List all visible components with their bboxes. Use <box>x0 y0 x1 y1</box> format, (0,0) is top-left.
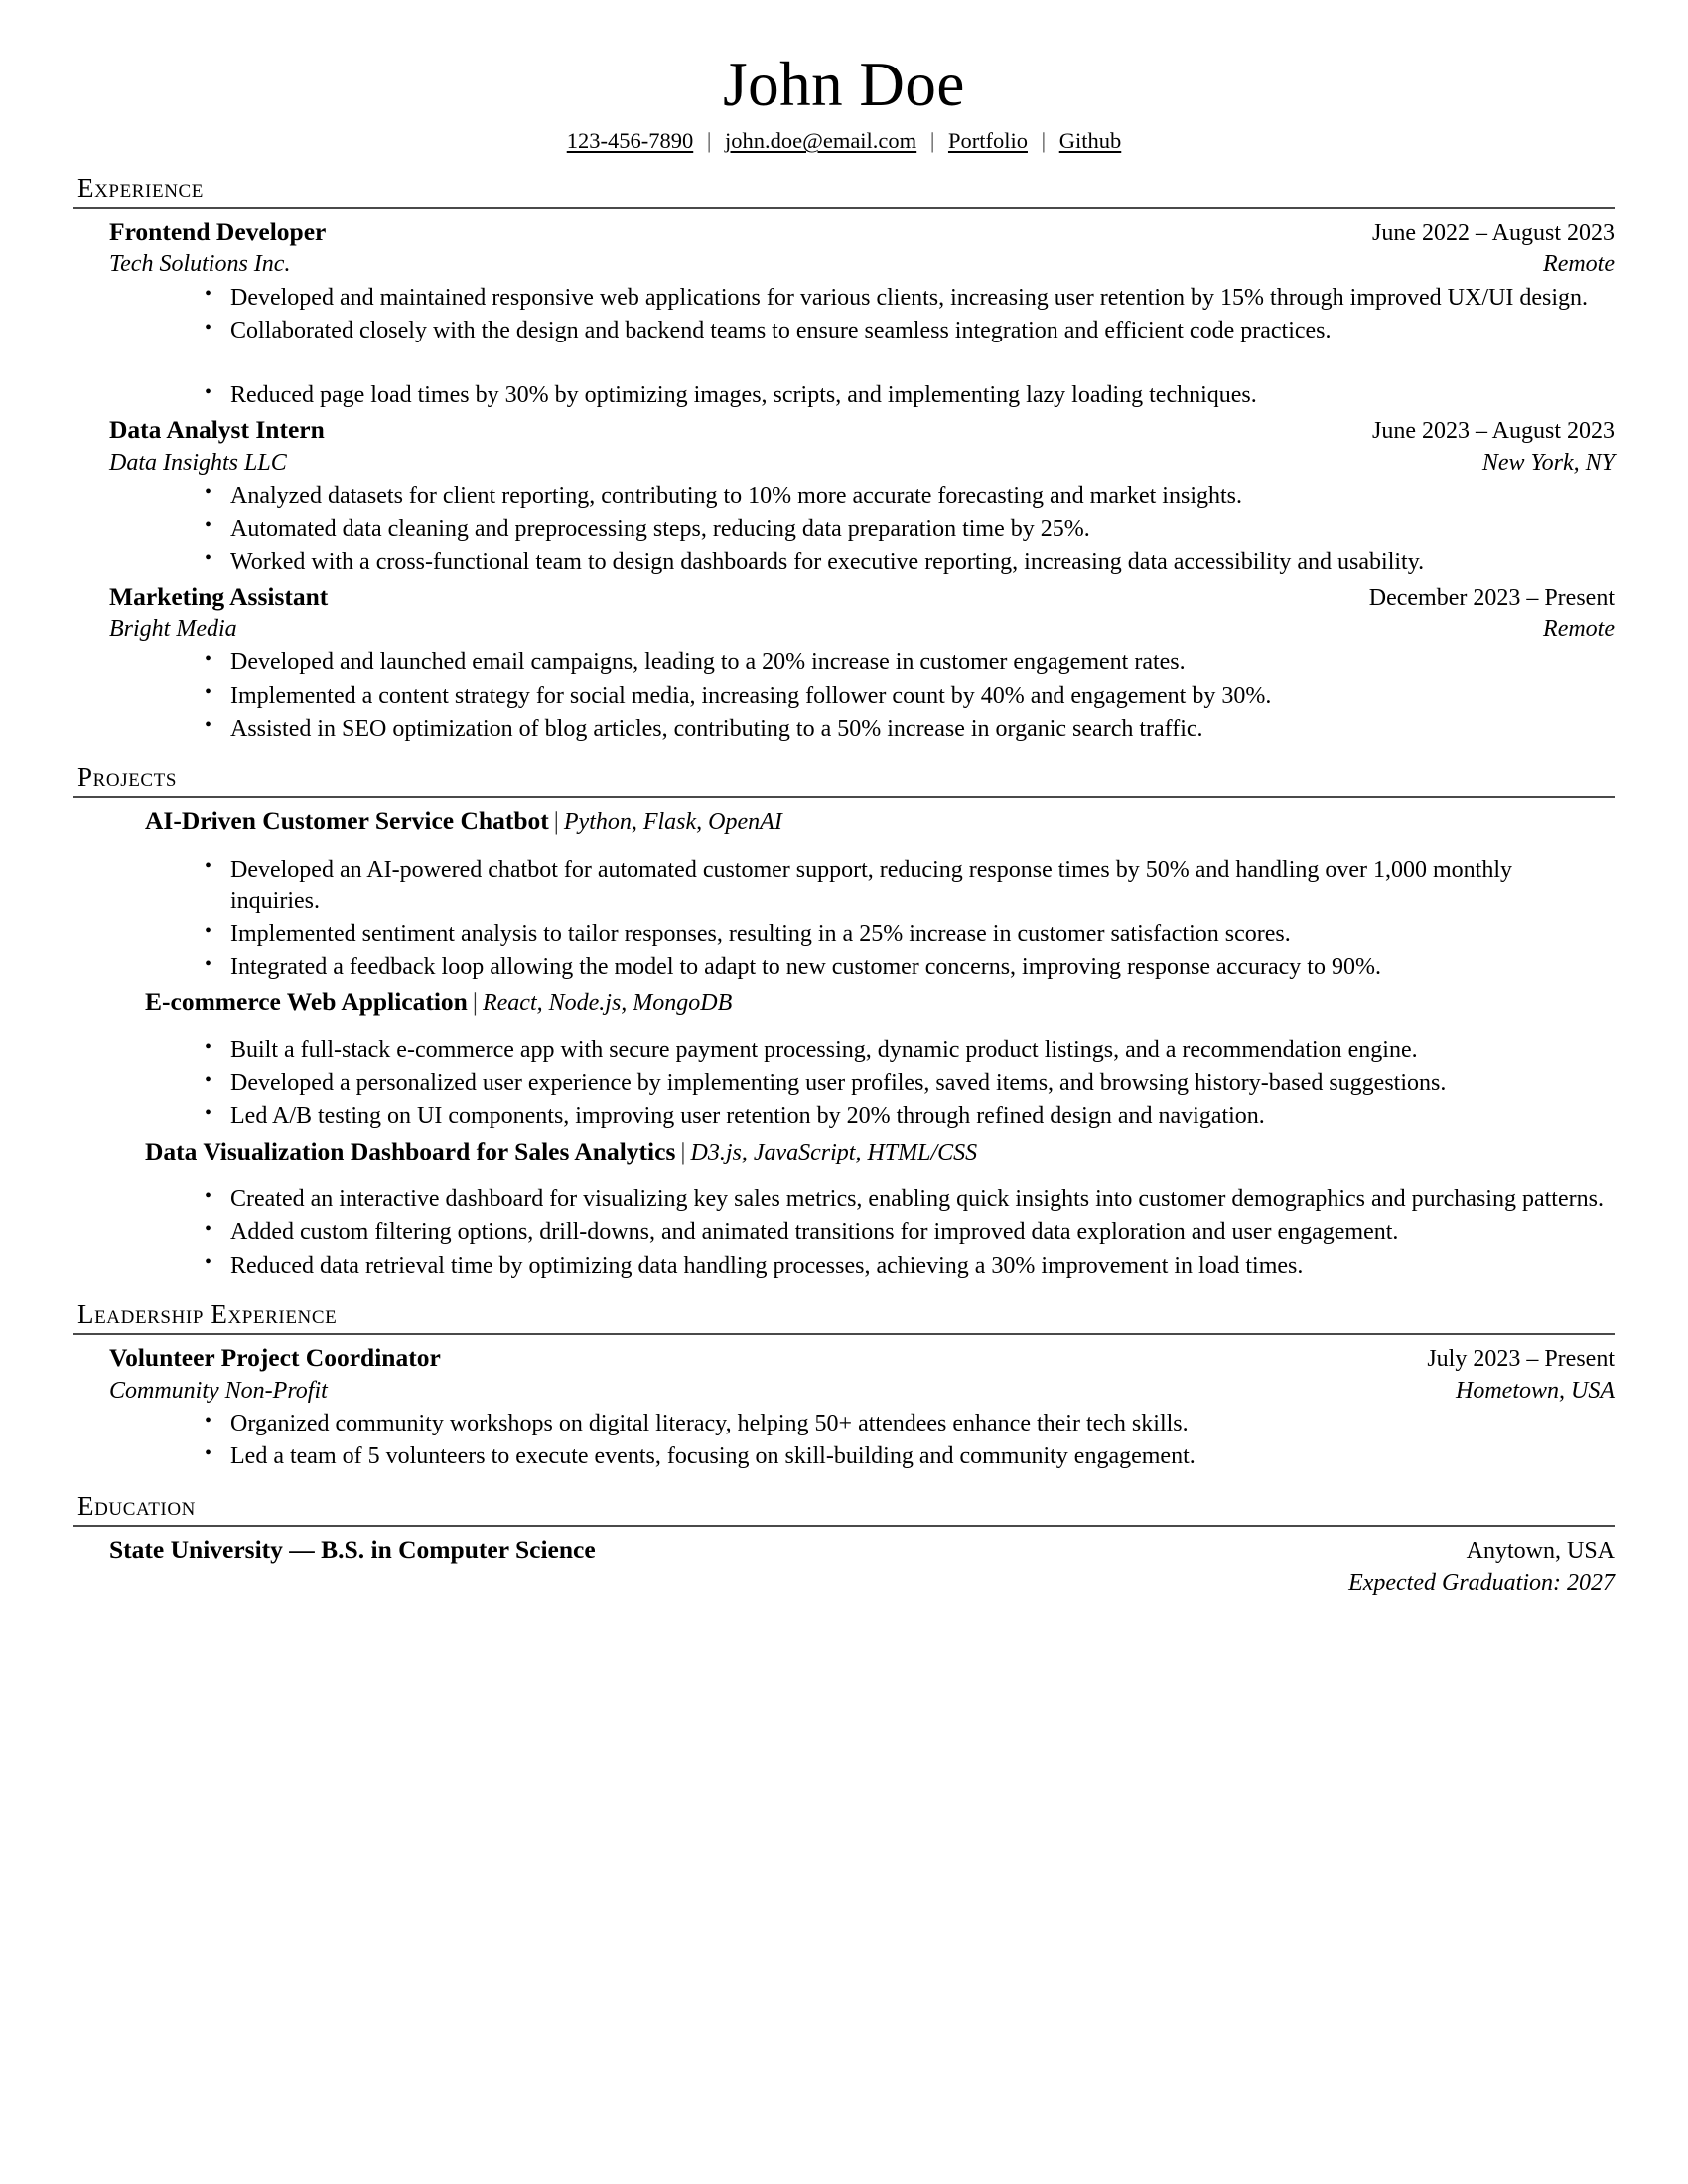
project-title: Data Visualization Dashboard for Sales Analytics <box>145 1136 676 1165</box>
job-location: Remote <box>1543 615 1615 642</box>
project-separator: | <box>472 987 478 1017</box>
contact-separator: | <box>929 128 935 154</box>
list-item: • Worked with a cross-functional team to design dashboards for executive reporting, increasing data accessibility and usability. <box>205 546 1615 578</box>
entry-subheader-row <box>109 249 1615 281</box>
section-heading-experience: Experience <box>77 173 204 204</box>
entry-header-row <box>109 580 1615 614</box>
entry-subheader-row <box>109 1376 1615 1408</box>
list-item: • Built a full-stack e-commerce app with secure payment processing, dynamic product listings, and a recommendation engine. <box>205 1034 1615 1066</box>
section-heading-education: Education <box>77 1490 196 1521</box>
project-separator: | <box>680 1136 686 1165</box>
list-item: • Developed an AI-powered chatbot for automated customer support, reducing response times by 50% and handling over 1,000 monthly inquiries. <box>205 854 1615 917</box>
github-link[interactable]: Github <box>1058 128 1122 154</box>
project-tech-stack: Python, Flask, OpenAI <box>563 809 782 836</box>
entry-subheader-row <box>109 614 1615 646</box>
job-title: Marketing Assistant <box>109 582 329 612</box>
education-entries <box>73 1527 1615 1599</box>
experience-entry <box>73 413 1615 578</box>
graduation-detail: Expected Graduation: 2027 <box>1348 1570 1615 1596</box>
entry-subheader-row <box>109 448 1615 479</box>
list-item: • Led a team of 5 volunteers to execute events, focusing on skill-building and community engagement. <box>205 1440 1615 1472</box>
project-entry <box>73 985 1615 1132</box>
entry-header-row <box>109 215 1615 250</box>
list-item: • Assisted in SEO optimization of blog articles, contributing to a 50% increase in organic search traffic. <box>205 713 1615 745</box>
project-entry <box>73 804 1615 983</box>
job-title: Data Analyst Intern <box>109 415 325 445</box>
leadership-bullet-list <box>109 1408 1615 1472</box>
contact-separator: | <box>1041 128 1047 154</box>
list-item: • Developed and launched email campaigns, leading to a 20% increase in customer engagement rates. <box>205 646 1615 678</box>
project-title: AI-Driven Customer Service Chatbot <box>145 806 549 836</box>
page-title: John Doe <box>723 50 965 119</box>
list-item: • Integrated a feedback loop allowing the model to adapt to new customer concerns, improving response accuracy to 90%. <box>205 951 1615 983</box>
portfolio-link[interactable]: Portfolio <box>947 128 1028 154</box>
school-and-degree: State University — B.S. in Computer Science <box>109 1534 596 1564</box>
list-item: • Organized community workshops on digital literacy, helping 50+ attendees enhance their tech skills. <box>205 1408 1615 1439</box>
entry-header-row <box>109 413 1615 448</box>
list-item: • Added custom filtering options, drill-downs, and animated transitions for improved data exploration and user engagement. <box>205 1216 1615 1248</box>
role-title: Volunteer Project Coordinator <box>109 1342 441 1372</box>
leadership-entries <box>73 1335 1615 1473</box>
experience-entry <box>73 215 1615 412</box>
list-item: • Reduced page load times by 30% by optimizing images, scripts, and implementing lazy loading techniques. <box>205 379 1615 411</box>
list-item: • Led A/B testing on UI components, improving user retention by 20% through refined design and navigation. <box>205 1100 1615 1132</box>
list-item: • Automated data cleaning and preprocessing steps, reducing data preparation time by 25%. <box>205 513 1615 545</box>
section-experience <box>73 173 1615 745</box>
contact-separator: | <box>706 128 712 154</box>
entry-header-row <box>109 1341 1615 1376</box>
section-heading-projects: Projects <box>77 761 178 792</box>
list-item: • Reduced data retrieval time by optimizing data handling processes, achieving a 30% improvement in load times. <box>205 1250 1615 1282</box>
job-dates: December 2023 – Present <box>1368 585 1615 612</box>
company-name: Data Insights LLC <box>109 449 287 476</box>
section-projects <box>73 762 1615 1282</box>
phone-link[interactable]: 123-456-7890 <box>566 128 694 154</box>
section-heading-leadership: Leadership Experience <box>77 1298 338 1329</box>
company-name: Tech Solutions Inc. <box>109 251 291 278</box>
role-dates: July 2023 – Present <box>1427 1345 1615 1372</box>
section-education <box>73 1491 1615 1600</box>
project-title: E-commerce Web Application <box>145 987 468 1017</box>
job-dates: June 2023 – August 2023 <box>1371 418 1615 445</box>
school-location: Anytown, USA <box>1466 1537 1615 1564</box>
project-bullet-list <box>109 1021 1615 1132</box>
job-bullet-list <box>109 646 1615 744</box>
contact-line <box>73 127 1615 155</box>
leadership-entry <box>73 1341 1615 1473</box>
project-tech-stack: D3.js, JavaScript, HTML/CSS <box>690 1139 978 1165</box>
email-link[interactable]: john.doe@email.com <box>725 128 917 154</box>
project-separator: | <box>553 806 559 836</box>
job-dates: June 2022 – August 2023 <box>1371 219 1615 246</box>
list-item: • Developed and maintained responsive web applications for various clients, increasing user retention by 15% through improved UX/UI design. <box>205 282 1615 314</box>
job-bullet-list <box>109 282 1615 411</box>
project-bullet-list <box>109 840 1615 984</box>
job-location: New York, NY <box>1481 449 1615 476</box>
list-item: • Analyzed datasets for client reporting, contributing to 10% more accurate forecasting and market insights. <box>205 480 1615 512</box>
section-leadership-experience <box>73 1299 1615 1473</box>
list-item: • Created an interactive dashboard for visualizing key sales metrics, enabling quick insights into customer demographics and purchasing patterns. <box>205 1183 1615 1215</box>
project-tech-stack: React, Node.js, MongoDB <box>482 990 733 1017</box>
list-item: • Implemented a content strategy for social media, increasing follower count by 40% and engagement by 30%. <box>205 680 1615 712</box>
project-bullet-list <box>109 1169 1615 1281</box>
organization-name: Community Non-Profit <box>109 1377 328 1404</box>
list-item: • Developed a personalized user experience by implementing user profiles, saved items, and browsing history-based suggestions. <box>205 1067 1615 1099</box>
entry-header-row <box>109 1533 1615 1568</box>
education-entry <box>73 1533 1615 1599</box>
role-location: Hometown, USA <box>1456 1377 1615 1404</box>
project-header-row <box>109 1135 1615 1169</box>
job-bullet-list <box>109 480 1615 578</box>
job-title: Frontend Developer <box>109 216 327 246</box>
experience-entries <box>73 209 1615 745</box>
project-header-row <box>109 804 1615 839</box>
list-item: • Collaborated closely with the design and backend teams to ensure seamless integration and efficient code practices. <box>205 315 1615 346</box>
project-entries <box>73 798 1615 1282</box>
company-name: Bright Media <box>109 615 237 642</box>
resume-header <box>73 52 1615 155</box>
experience-entry <box>73 580 1615 745</box>
project-header-row <box>109 985 1615 1020</box>
job-location: Remote <box>1543 251 1615 278</box>
project-entry <box>73 1135 1615 1282</box>
list-item: • Implemented sentiment analysis to tailor responses, resulting in a 25% increase in customer satisfaction scores. <box>205 918 1615 950</box>
